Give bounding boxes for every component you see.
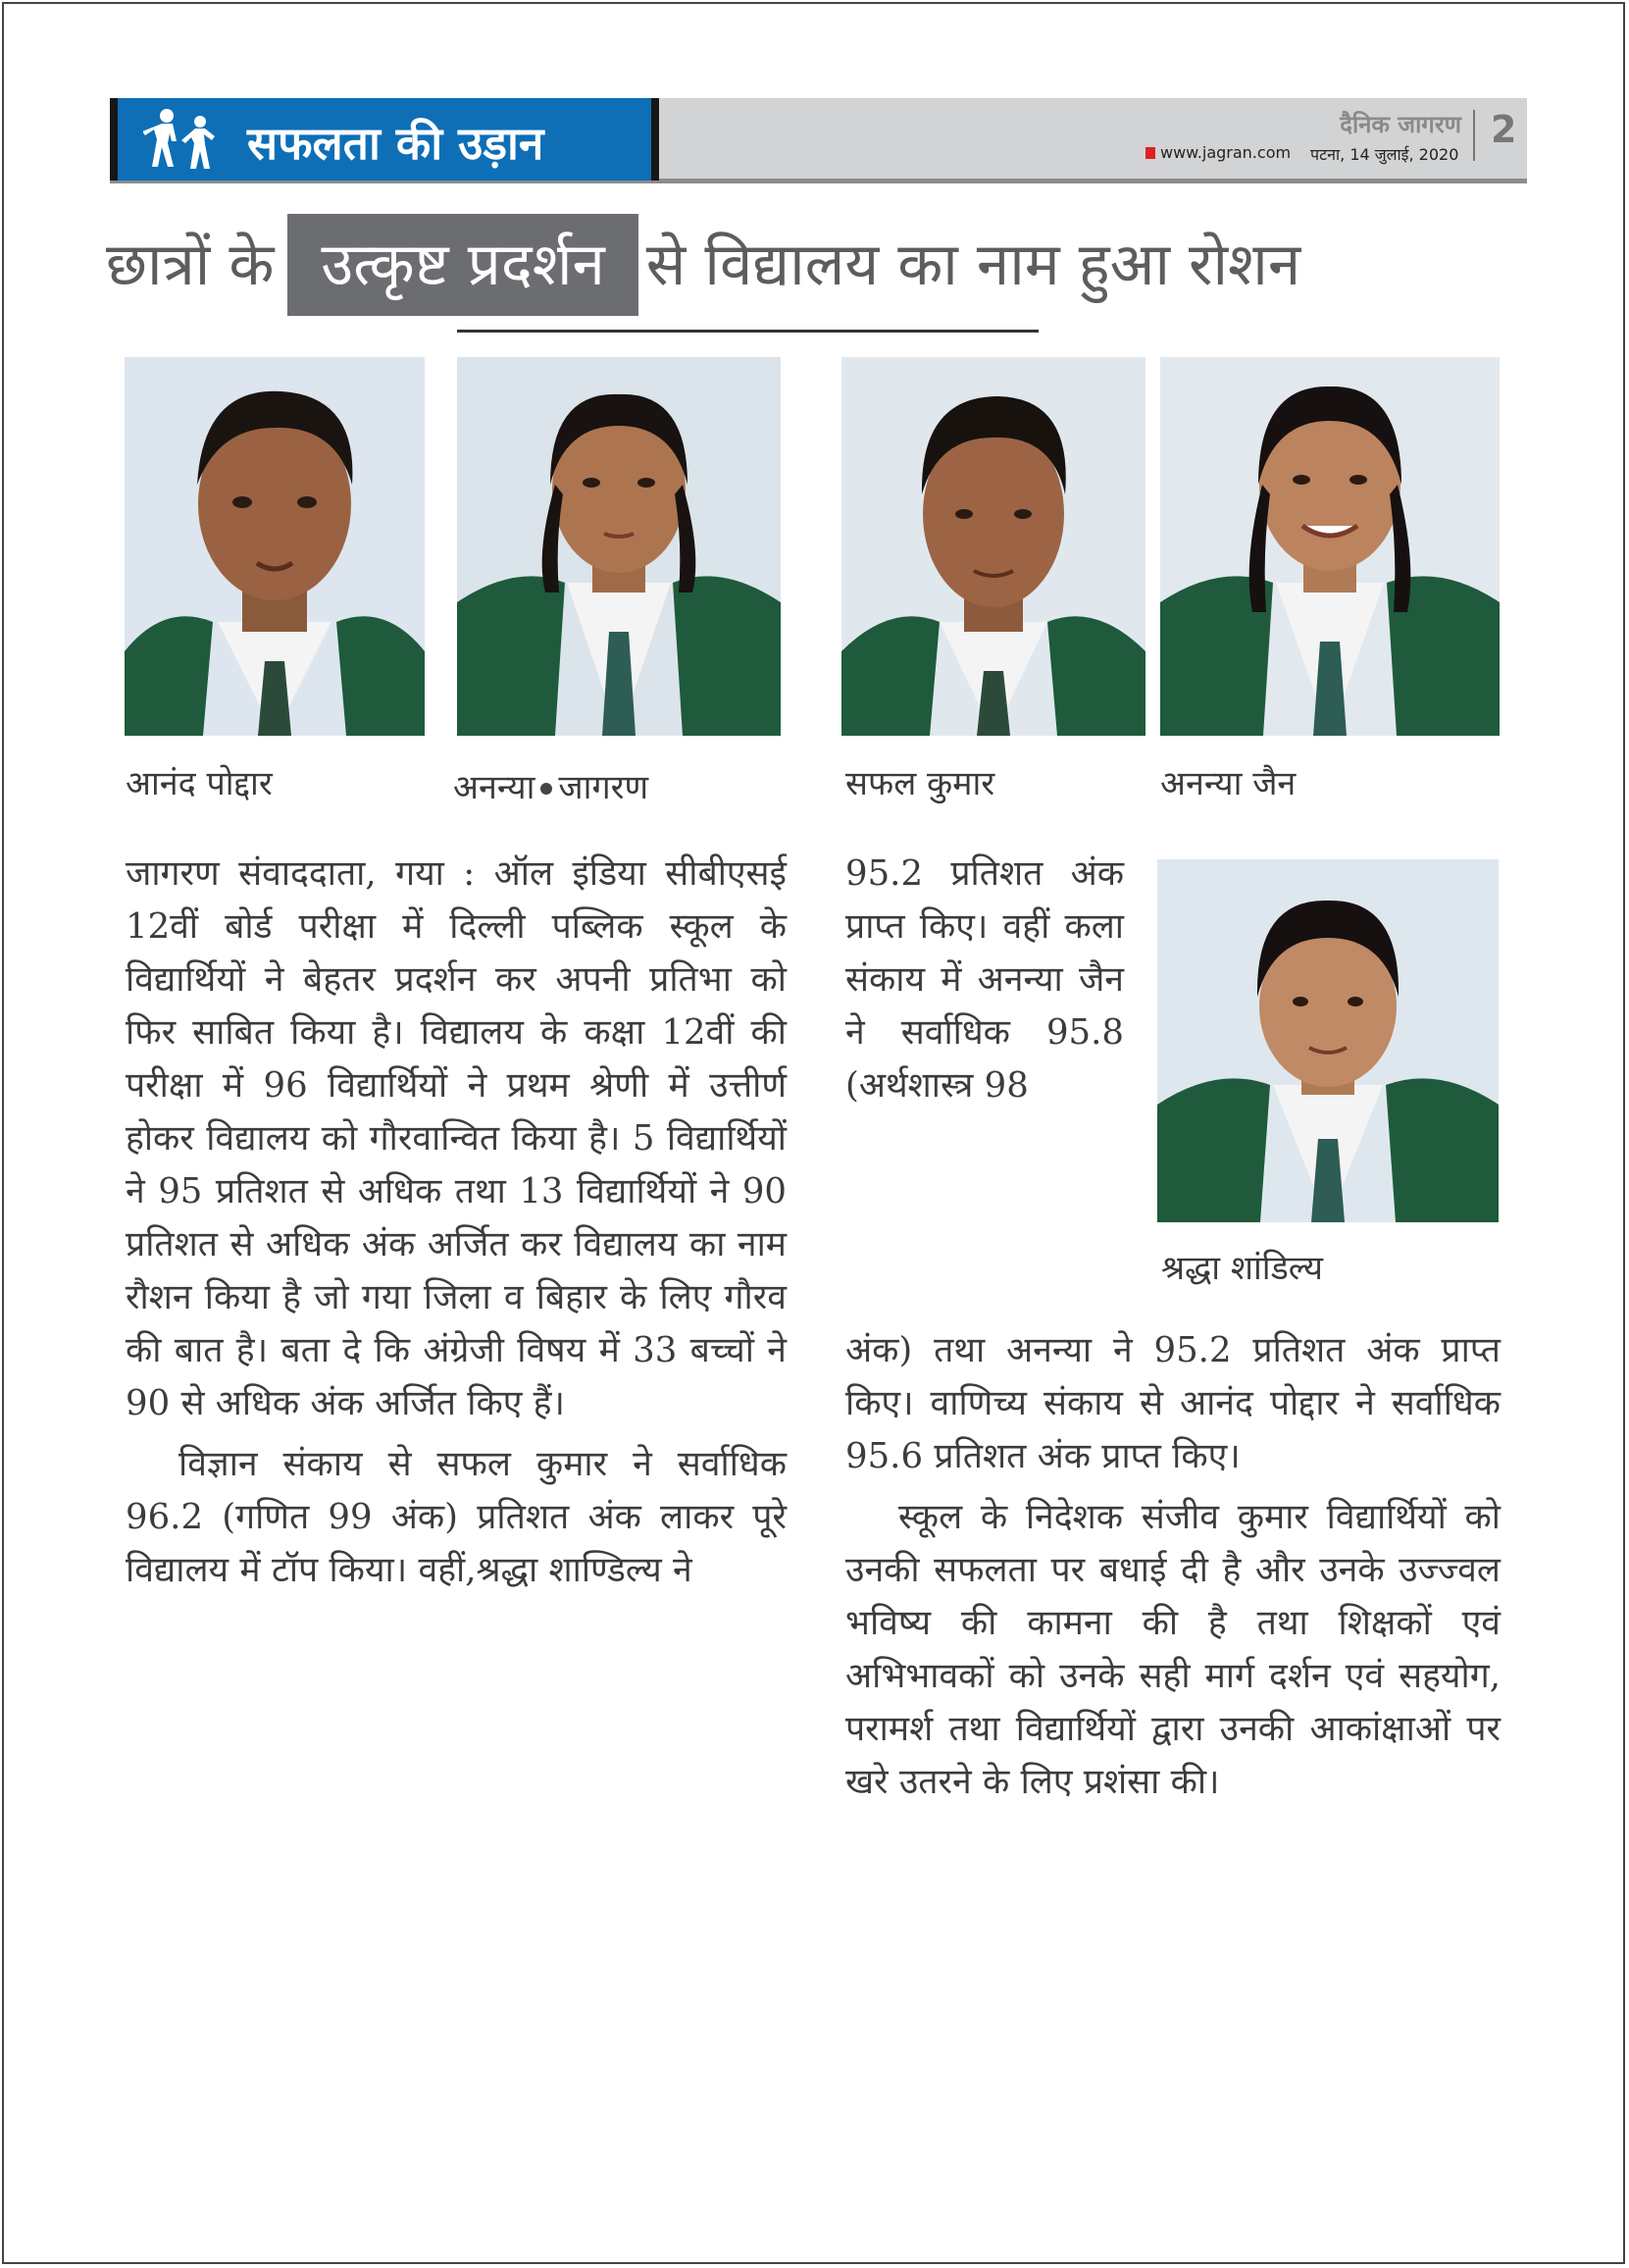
- website: [1145, 143, 1291, 162]
- website-url: www.jagran.com: [1160, 143, 1292, 162]
- bullet-dot: [540, 783, 552, 795]
- photo-shraddha-shandilya: [1157, 859, 1499, 1222]
- caption-ananya: [453, 763, 648, 808]
- photo-safal-kumar: [841, 357, 1145, 736]
- caption-shraddha-shandilya: श्रद्धा शांडिल्य: [1161, 1249, 1324, 1288]
- header-divider: [1473, 110, 1475, 161]
- article-column-2-narrow: [845, 848, 1124, 1112]
- headline-start: छात्रों के: [106, 231, 275, 299]
- article-paragraph: अंक) तथा अनन्या ने 95.2 प्रतिशत अंक प्राप्त किए। वाणिच्य संकाय से आनंद पोद्दार ने सर्वाधिक 95.6 प्रतिशत अंक प्राप्त किए।: [845, 1330, 1501, 1476]
- children-running-icon: [143, 106, 231, 173]
- photo-credit: जागरण: [558, 768, 649, 807]
- caption-ananya-name: अनन्या: [453, 768, 535, 807]
- photo-anand-poddar: [125, 357, 425, 736]
- article-column-2: [845, 1324, 1501, 1809]
- caption-anand-poddar: आनंद पोद्दार: [126, 764, 273, 803]
- jagran-logo-icon: [1145, 147, 1155, 159]
- caption-safal-kumar: सफल कुमार: [845, 764, 995, 803]
- page-number: 2: [1491, 108, 1517, 151]
- newspaper-name: दैनिक जागरण: [1340, 111, 1461, 138]
- section-banner: [110, 98, 659, 180]
- caption-ananya-jain: अनन्या जैन: [1160, 764, 1297, 803]
- headline-rule: [457, 330, 1039, 333]
- headline-highlight: उत्कृष्ट प्रदर्शन: [287, 214, 637, 316]
- article-paragraph: विज्ञान संकाय से सफल कुमार ने सर्वाधिक 96.2 (गणित 99 अंक) प्रतिशत अंक लाकर पूरे विद्यालय में टॉप किया। वहीं,श्रद्धा शाण्डिल्य ने: [126, 1444, 787, 1590]
- dateline: पटना, 14 जुलाई, 2020: [1310, 145, 1459, 164]
- headline-end: से विद्यालय का नाम हुआ रोशन: [645, 231, 1301, 299]
- article-column-1: [126, 848, 787, 1597]
- photo-ananya-jain: [1160, 357, 1500, 736]
- article-paragraph: जागरण संवाददाता, गया : ऑल इंडिया सीबीएसई 12वीं बोर्ड परीक्षा में दिल्ली पब्लिक स्कूल के विद्यार्थियों ने बेहतर प्रदर्शन कर अपनी प्रतिभा को फिर साबित किया है। विद्यालय के कक्षा 12वीं की परीक्षा में 96 विद्यार्थियों ने प्रथम श्रेणी में उत्तीर्ण होकर विद्यालय को गौरवान्वित किया है। 5 विद्यार्थियों ने 95 प्रतिशत से अधिक तथा 13 विद्यार्थियों ने 90 प्रतिशत से अधिक अंक अर्जित कर विद्यालय का नाम रौशन किया है जो गया जिला व बिहार के लिए गौरव की बात है। बता दे कि अंग्रेजी विषय में 33 बच्चों ने 90 से अधिक अंक अर्जित किए हैं।: [126, 853, 787, 1423]
- section-title: सफलता की उड़ान: [247, 117, 544, 170]
- headline: [106, 214, 1300, 316]
- photo-ananya: [457, 357, 781, 736]
- article-paragraph: स्कूल के निदेशक संजीव कुमार विद्यार्थियों को उनकी सफलता पर बधाई दी है और उनके उज्ज्वल भविष्य की कामना की है तथा शिक्षकों एवं अभिभावकों को उनके सही मार्ग दर्शन एवं सहयोग, परामर्श तथा विद्यार्थियों द्वारा उनकी आकांक्षाओं पर खरे उतरने के लिए प्रशंसा की।: [845, 1497, 1501, 1802]
- article-paragraph: 95.2 प्रतिशत अंक प्राप्त किए। वहीं कला संकाय में अनन्या जैन ने सर्वाधिक 95.8 (अर्थशास्त्र 98: [845, 853, 1124, 1106]
